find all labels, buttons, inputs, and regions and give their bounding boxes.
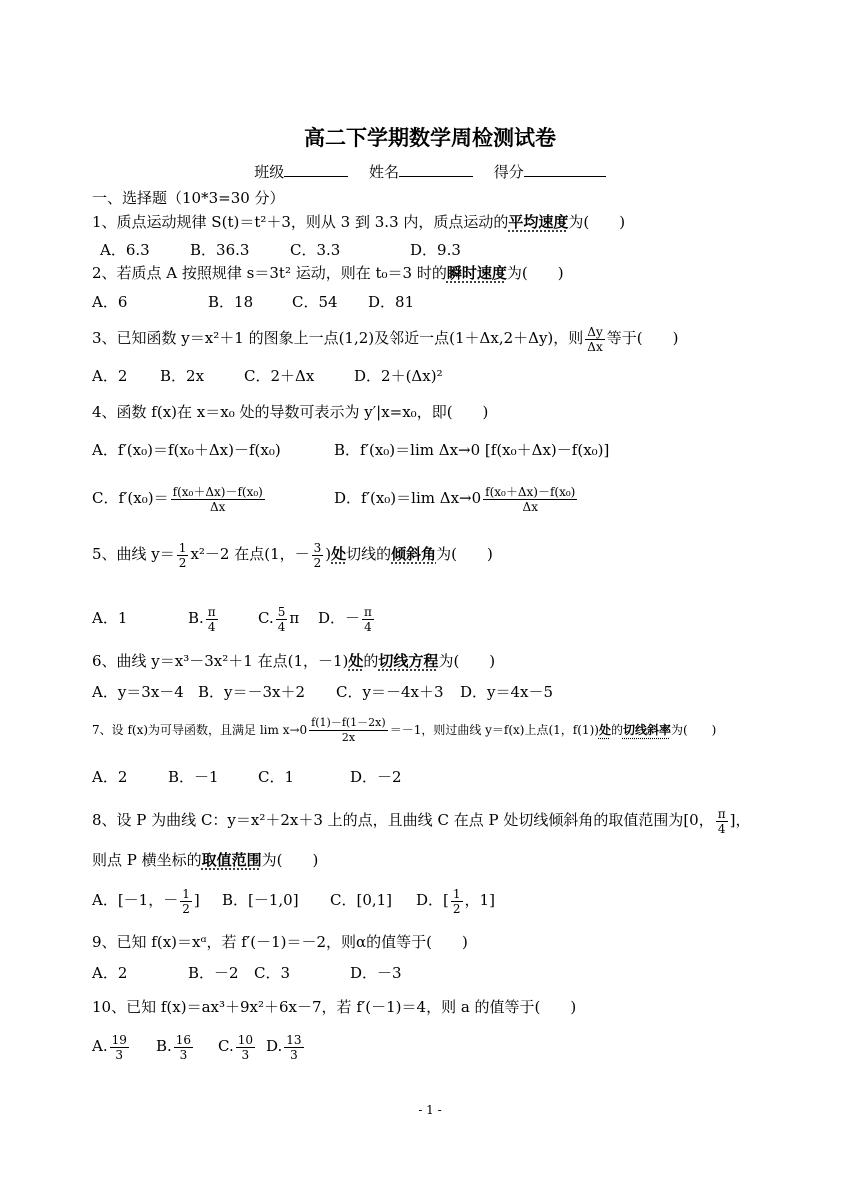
fraction: $\frac{1}{2}$ [452, 886, 461, 916]
score-blank[interactable] [524, 162, 606, 177]
option[interactable]: A．2 [92, 768, 128, 786]
class-field: 班级 [254, 161, 348, 182]
options-5 [92, 598, 800, 638]
fraction: $\frac{13}{3}$ [286, 1032, 302, 1062]
options-1 [100, 240, 800, 260]
fraction: $\frac{1}{2}$ [182, 886, 190, 916]
option[interactable]: D．f′(x₀)＝lim Δx→0 $\frac{\text{f(x₀＋Δx)－f(x₀)}}{\Delta x}$ [334, 484, 576, 514]
question-6: 6、曲线 y＝x³－3x²＋1 在点(1，－1)处的切线方程为( ) [92, 652, 496, 670]
option[interactable]: B．f′(x₀)＝lim Δx→0 [f(x₀＋Δx)－f(x₀)] [334, 441, 610, 459]
option[interactable]: A．2 [92, 367, 128, 385]
key-term: 处 [331, 545, 347, 563]
question-2: 2、若质点 A 按照规律 s＝3t² 运动，则在 t₀＝3 时的瞬时速度为( ) [92, 264, 564, 282]
option[interactable]: D．－ $\frac{\pi}{4}$ [318, 604, 372, 634]
option[interactable]: D. $\frac{13}{3}$ [266, 1032, 302, 1062]
fraction: $\frac{\text{f(x₀＋Δx)－f(x₀)}}{\Delta x}$ [172, 484, 263, 514]
option[interactable]: D．81 [368, 293, 415, 311]
fraction: $\frac{5}{4}$ [277, 604, 286, 634]
options-9 [92, 963, 800, 983]
question-8: 8、设 P 为曲线 C：y＝x²＋2x＋3 上的点，且曲线 C 在点 P 处切线倾斜角的取值范围为[0， $\frac{\pi}{4}$ ]， [92, 806, 751, 836]
key-term: 切线方程 [378, 652, 439, 670]
option[interactable]: A．y＝3x－4 [92, 683, 184, 701]
question-7: 7、设 f(x)为可导函数，且满足 lim x→0 $\frac{f(1)-f(1-2x)}{2x}$ ＝－1，则过曲线 y＝f(x)上点(1，f(1))处的切线斜率为( ) [92, 716, 717, 744]
question-9: 9、已知 f(x)＝xᵅ，若 f′(－1)＝－2，则α的值等于( ) [92, 933, 468, 951]
question-5: 5、曲线 y＝ $\frac{1}{2}$ x²－2 在点(1，－ $\frac{3}{2}$ )处切线的倾斜角为( ) [92, 540, 493, 570]
fraction: $\frac{19}{3}$ [111, 1032, 127, 1062]
option[interactable]: C．3 [254, 964, 291, 982]
options-7 [92, 767, 800, 787]
option[interactable]: B. $\frac{\pi}{4}$ [188, 604, 216, 634]
key-term: 平均速度 [508, 213, 569, 231]
fraction: $\frac{\Delta y}{\Delta x}$ [587, 324, 603, 354]
fraction: $\frac{\text{f(x₀＋Δx)－f(x₀)}}{\Delta x}$ [485, 484, 576, 514]
options-6 [92, 682, 800, 702]
name-blank[interactable] [399, 162, 473, 177]
option[interactable]: C．f′(x₀)＝ $\frac{\text{f(x₀＋Δx)－f(x₀)}}{\Delta x}$ [92, 484, 263, 514]
option[interactable]: D．9.3 [410, 241, 461, 259]
option[interactable]: C．y＝－4x＋3 [336, 683, 444, 701]
fraction: $\frac{3}{2}$ [313, 540, 322, 570]
option[interactable]: B．18 [208, 293, 254, 311]
option[interactable]: D．[ $\frac{1}{2}$ ，1] [416, 886, 495, 916]
option[interactable]: B．[－1,0] [222, 891, 299, 909]
score-field: 得分 [494, 161, 606, 182]
page-title: 高二下学期数学周检测试卷 [304, 126, 556, 150]
option[interactable]: C．2＋Δx [244, 367, 315, 385]
fraction: $\frac{\pi}{4}$ [717, 806, 726, 836]
option[interactable]: B．－2 [188, 964, 239, 982]
options-8 [92, 880, 800, 920]
question-8-line2: 则点 P 横坐标的取值范围为( ) [92, 851, 319, 869]
option[interactable]: C．54 [292, 293, 338, 311]
key-term: 处 [348, 652, 364, 670]
key-term: 瞬时速度 [446, 264, 507, 282]
option[interactable]: C．3.3 [290, 241, 341, 259]
option[interactable]: A．2 [92, 964, 128, 982]
question-1: 1、质点运动规律 S(t)＝t²＋3，则从 3 到 3.3 内，质点运动的平均速度为( ) [92, 213, 626, 231]
option[interactable]: C．1 [258, 768, 295, 786]
class-blank[interactable] [284, 162, 348, 177]
key-term: 倾斜角 [391, 545, 437, 563]
option[interactable]: B．－1 [168, 768, 219, 786]
option[interactable]: D．2＋(Δx)² [354, 367, 443, 385]
option[interactable]: A．6.3 [100, 241, 150, 259]
key-term: 切线斜率 [622, 723, 671, 737]
fraction: $\frac{1}{2}$ [178, 540, 187, 570]
options-3 [92, 366, 800, 386]
options-4b [92, 478, 800, 518]
page-number: - 1 - [418, 1103, 442, 1117]
section-heading: 一、选择题（10*3=30 分） [92, 189, 285, 207]
option[interactable]: A．1 [92, 609, 128, 627]
question-4: 4、函数 f(x)在 x＝x₀ 处的导数可表示为 y′|x=x₀，即( ) [92, 403, 489, 421]
fraction: $\frac{16}{3}$ [175, 1032, 192, 1062]
option[interactable]: A．f′(x₀)＝f(x₀＋Δx)－f(x₀) [92, 441, 281, 459]
key-term: 取值范围 [201, 851, 262, 869]
option[interactable]: C. $\frac{5}{4}$ π [258, 604, 300, 634]
fraction: $\frac{\pi}{4}$ [207, 604, 216, 634]
key-term: 处 [598, 723, 611, 737]
option[interactable]: D．－2 [350, 768, 402, 786]
options-2 [92, 292, 800, 312]
option[interactable]: C．[0,1] [330, 891, 393, 909]
option[interactable]: A. $\frac{19}{3}$ [92, 1032, 127, 1062]
name-field: 姓名 [369, 161, 473, 182]
option[interactable]: B．36.3 [190, 241, 250, 259]
fraction: $\frac{\pi}{4}$ [364, 604, 372, 634]
fraction: $\frac{10}{3}$ [237, 1032, 253, 1062]
option[interactable]: A．[－1，－ $\frac{1}{2}$ ] [92, 886, 200, 916]
question-3: 3、已知函数 y＝x²＋1 的图象上一点(1,2)及邻近一点(1＋Δx,2＋Δy)，则 $\frac{\Delta y}{\Delta x}$ 等于( ) [92, 324, 679, 354]
question-10: 10、已知 f(x)＝ax³＋9x²＋6x－7，若 f′(－1)＝4，则 a 的值等于( ) [92, 998, 577, 1016]
options-4a [92, 440, 800, 460]
options-10 [92, 1026, 800, 1066]
option[interactable]: B. $\frac{16}{3}$ [156, 1032, 192, 1062]
option[interactable]: D．y＝4x－5 [460, 683, 554, 701]
option[interactable]: C. $\frac{10}{3}$ [218, 1032, 253, 1062]
option[interactable]: B．2x [160, 367, 205, 385]
fraction: $\frac{f(1)-f(1-2x)}{2x}$ [311, 716, 386, 744]
option[interactable]: B．y＝－3x＋2 [198, 683, 306, 701]
student-info [0, 161, 860, 182]
option[interactable]: A．6 [92, 293, 128, 311]
option[interactable]: D．－3 [350, 964, 402, 982]
